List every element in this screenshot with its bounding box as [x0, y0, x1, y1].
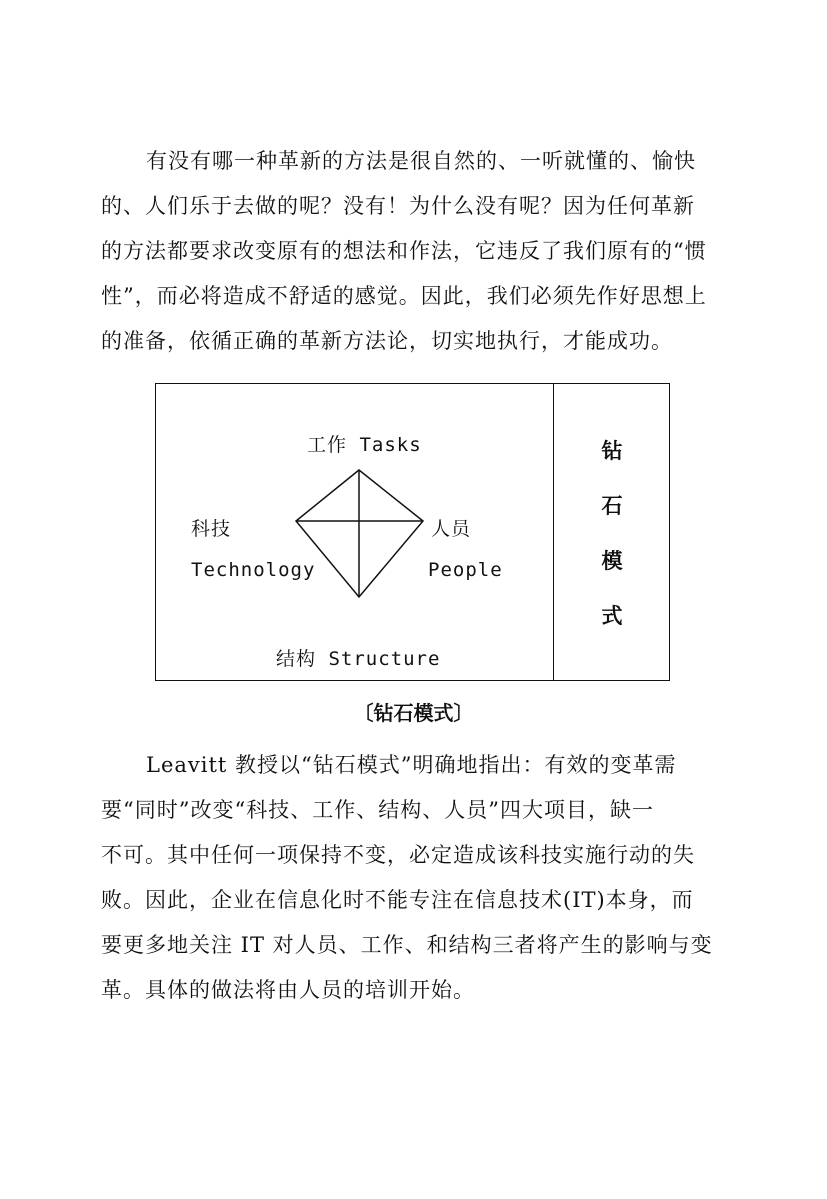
text-line: 要更多地关注 IT 对人员、工作、和结构三者将产生的影响与变	[101, 933, 713, 957]
vertical-title-char: 石	[601, 494, 623, 518]
vertical-title-char: 式	[601, 604, 623, 628]
structure-label: 结构 Structure	[276, 648, 441, 670]
technology-label-en: Technology	[191, 559, 316, 581]
text-line: 有没有哪一种革新的方法是很自然的、一听就懂的、愉快	[146, 149, 696, 173]
text-line: 革。具体的做法将由人员的培训开始。	[101, 978, 475, 1002]
leavitt-paragraph	[101, 743, 727, 1013]
intro-paragraph	[101, 139, 727, 364]
text-line: 不可。其中任何一项保持不变，必定造成该科技实施行动的失	[101, 843, 695, 867]
technology-label-cn: 科技	[191, 518, 232, 540]
text-line: 的准备，依循正确的革新方法论，切实地执行，才能成功。	[101, 329, 673, 353]
text-line: 的、人们乐于去做的呢？没有！为什么没有呢？因为任何革新	[101, 194, 695, 218]
tasks-label: 工作 Tasks	[307, 434, 422, 456]
people-label-cn: 人员	[431, 518, 472, 540]
text-line: 性”，而必将造成不舒适的感觉。因此，我们必须先作好思想上	[101, 284, 707, 308]
vertical-title-char: 模	[601, 549, 623, 573]
text-line: 的方法都要求改变原有的想法和作法，它违反了我们原有的“惯	[101, 239, 707, 263]
people-label-en: People	[428, 559, 503, 581]
diamond-model-vertical-title	[554, 424, 670, 644]
text-line: 败。因此，企业在信息化时不能专注在信息技术(IT)本身，而	[101, 888, 694, 912]
text-line: Leavitt 教授以“钻石模式”明确地指出：有效的变革需	[146, 753, 677, 777]
text-line: 要“同时”改变“科技、工作、结构、人员”四大项目，缺一	[101, 798, 654, 822]
vertical-title-char: 钻	[601, 439, 623, 463]
figure-caption: 〔钻石模式〕	[353, 701, 474, 725]
diamond-model-figure	[155, 383, 670, 681]
